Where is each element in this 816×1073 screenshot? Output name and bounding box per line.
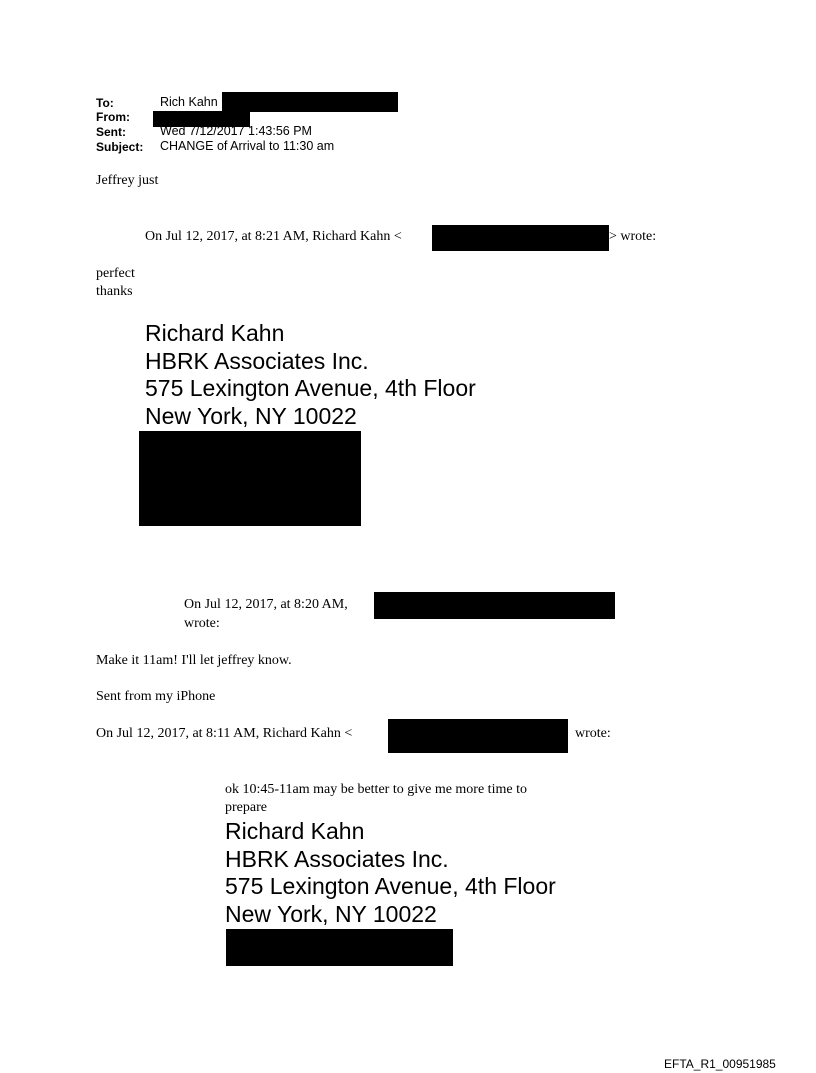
- email-signature: [225, 818, 556, 928]
- to-label: To:: [96, 96, 114, 110]
- signature-name: Richard Kahn: [225, 818, 365, 844]
- signature-company: HBRK Associates Inc.: [145, 347, 369, 374]
- sent-value: Wed 7/12/2017 1:43:56 PM: [160, 124, 312, 138]
- from-label: From:: [96, 110, 130, 124]
- subject-value: CHANGE of Arrival to 11:30 am: [160, 139, 335, 153]
- signature-company: HBRK Associates Inc.: [225, 845, 449, 872]
- subject-label: Subject:: [96, 140, 144, 154]
- sent-from-text: Sent from my iPhone: [96, 689, 216, 704]
- reply-text: Jeffrey just: [96, 173, 159, 188]
- signature-city: New York, NY 10022: [225, 900, 437, 927]
- signature-address: 575 Lexington Avenue, 4th Floor: [225, 873, 556, 899]
- reply-text: ok 10:45-11am may be better to give me more time to: [225, 782, 527, 797]
- redaction-block: [226, 929, 453, 966]
- signature-name: Richard Kahn: [145, 320, 285, 346]
- quote-attribution-suffix: > wrote:: [609, 229, 657, 244]
- redaction-bar: [388, 719, 568, 753]
- reply-text: thanks: [96, 284, 133, 299]
- redaction-bar: [222, 92, 398, 112]
- signature-city: New York, NY 10022: [145, 402, 357, 429]
- document-id: EFTA_R1_00951985: [664, 1057, 776, 1071]
- quote-attribution: On Jul 12, 2017, at 8:21 AM, Richard Kahn <: [145, 229, 402, 244]
- reply-text: prepare: [225, 800, 267, 815]
- reply-text: Make it 11am! I'll let jeffrey know.: [96, 653, 292, 668]
- quote-attribution-suffix: wrote:: [184, 616, 220, 631]
- redaction-bar: [374, 592, 615, 619]
- to-value: Rich Kahn: [160, 95, 218, 109]
- email-signature: [145, 320, 476, 430]
- quote-attribution: On Jul 12, 2017, at 8:20 AM,: [184, 597, 348, 612]
- redaction-block: [139, 431, 361, 526]
- sent-label: Sent:: [96, 125, 126, 139]
- quote-attribution-suffix: wrote:: [575, 726, 611, 741]
- signature-address: 575 Lexington Avenue, 4th Floor: [145, 375, 476, 401]
- reply-text: perfect: [96, 266, 135, 281]
- quote-attribution: On Jul 12, 2017, at 8:11 AM, Richard Kahn <: [96, 726, 353, 741]
- redaction-bar: [432, 225, 609, 251]
